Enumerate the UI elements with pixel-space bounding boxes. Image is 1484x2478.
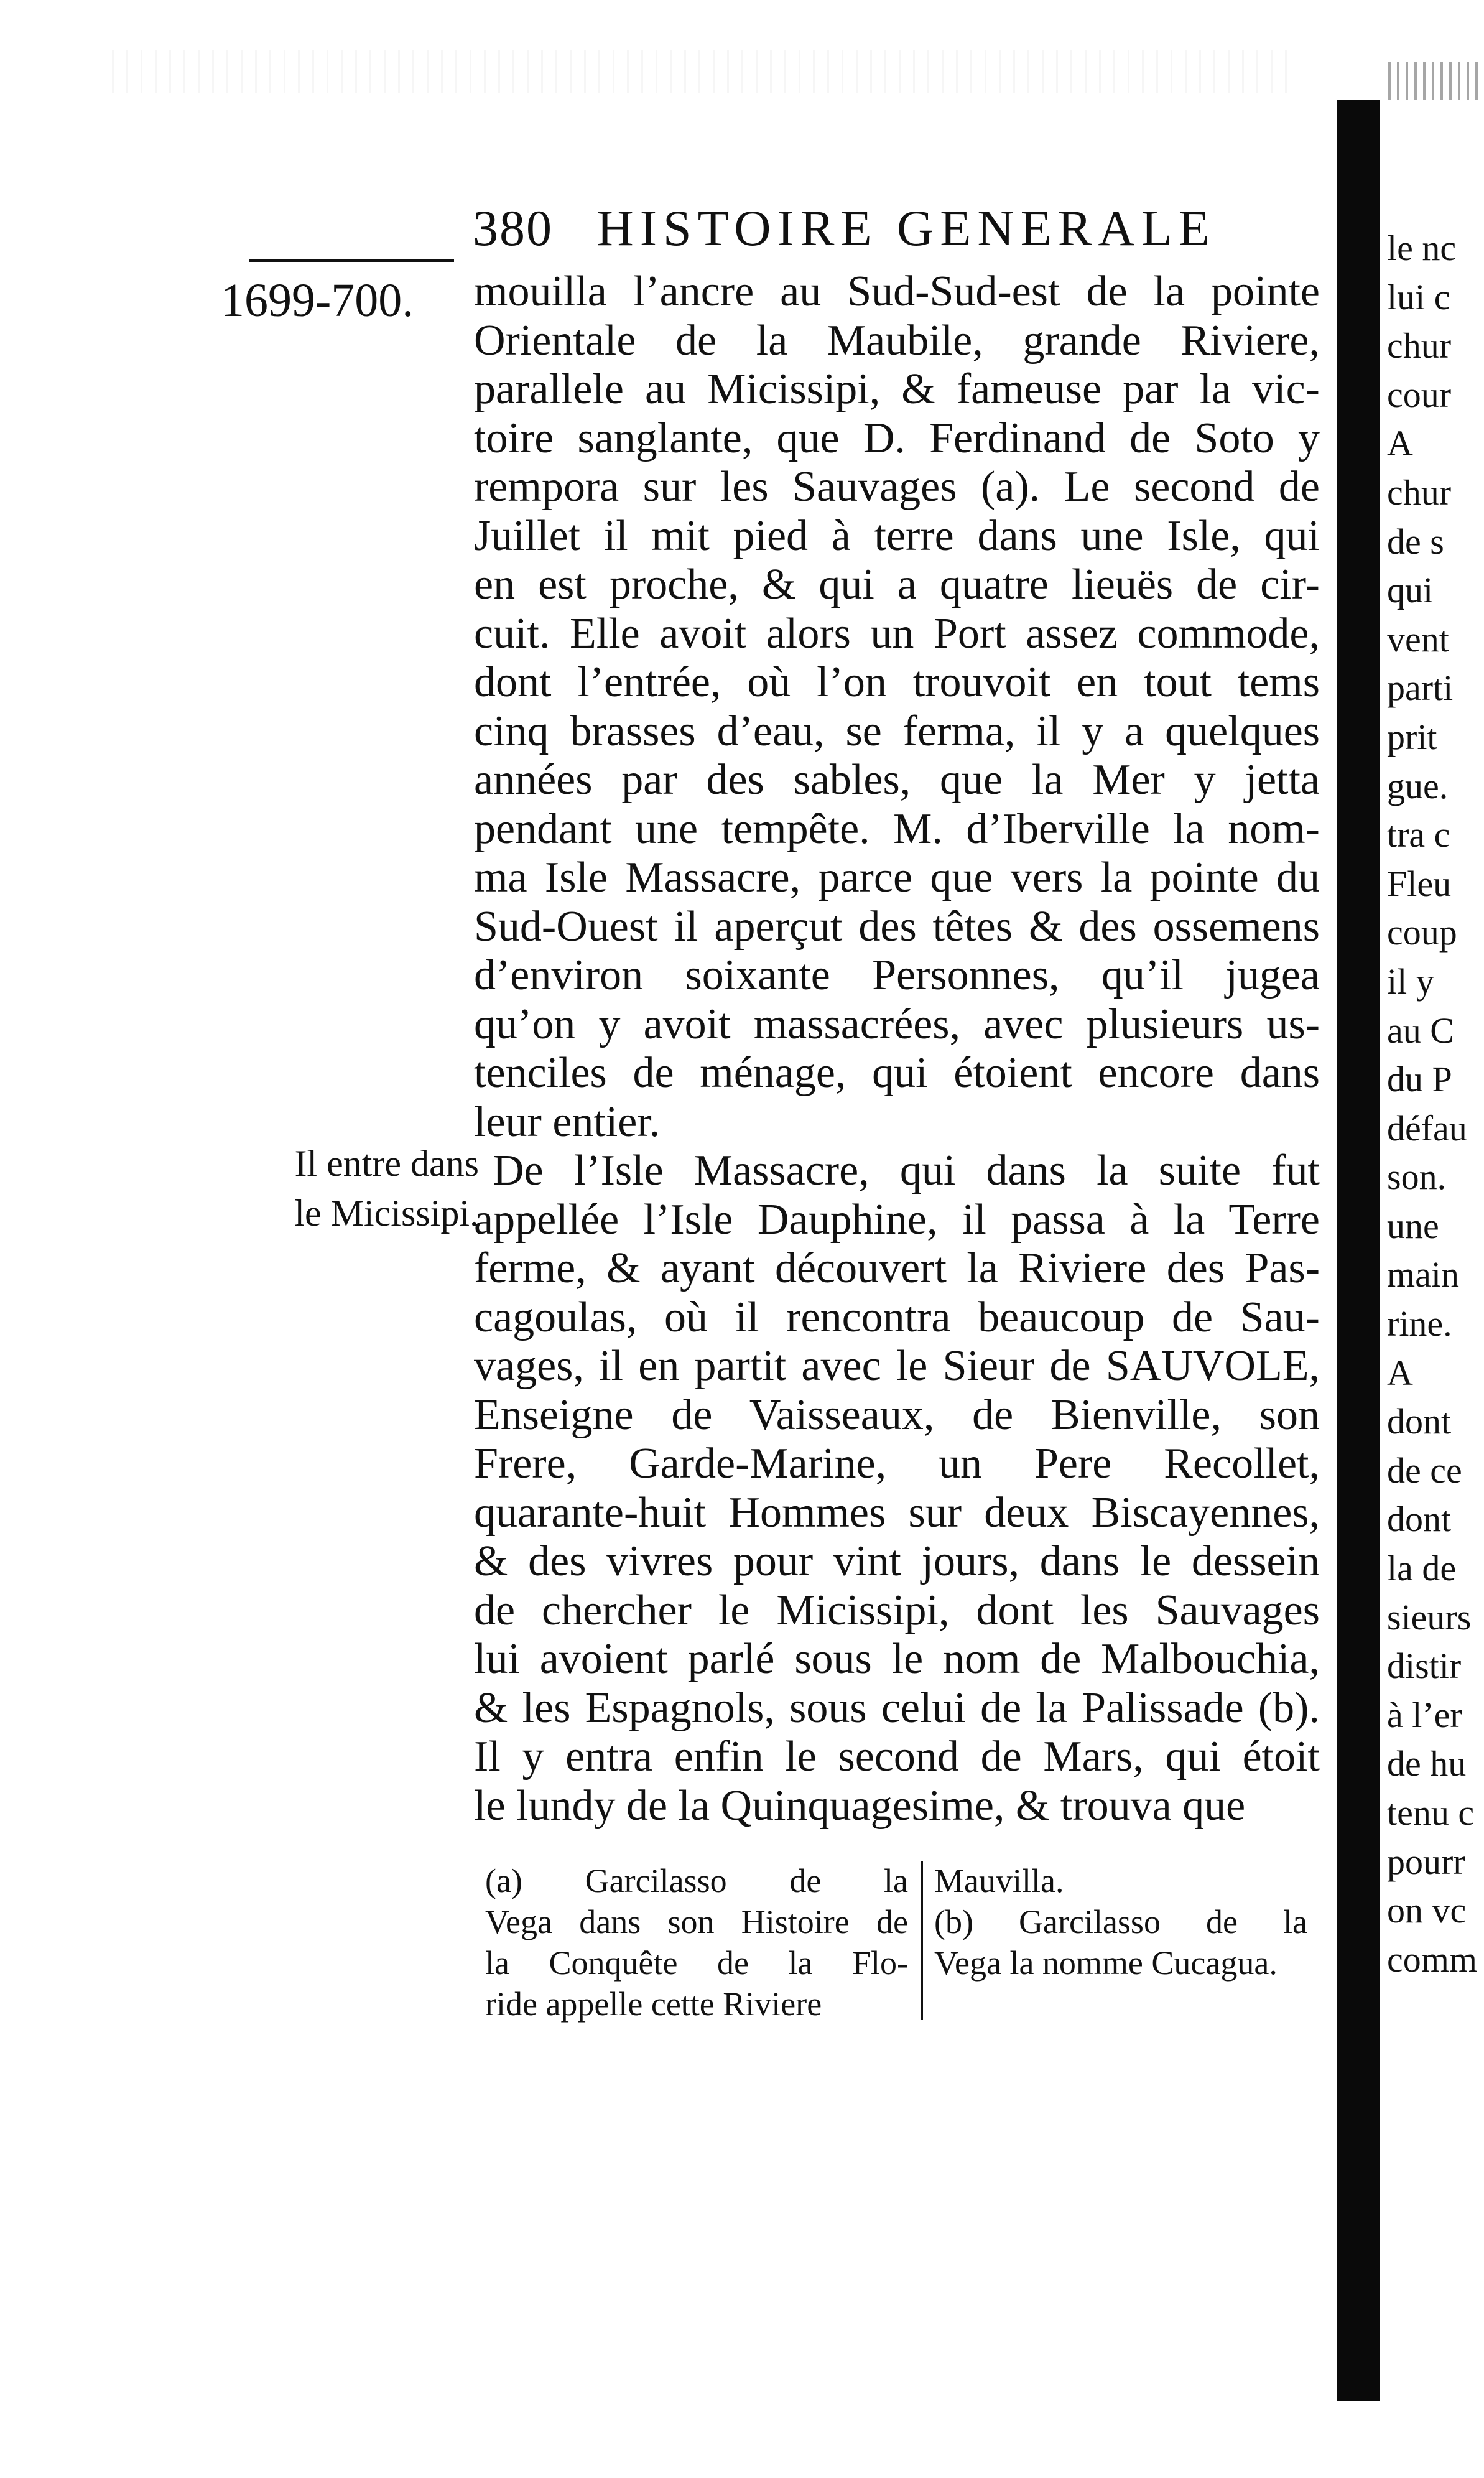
body-line: parallele au Micissipi, & fameuse par la vic-	[474, 365, 1320, 413]
facing-page-fragment: prit	[1387, 716, 1437, 757]
body-line: de chercher le Micissipi, dont les Sauvages	[474, 1586, 1320, 1634]
margin-note-line: le Micissipi.	[294, 1193, 479, 1234]
facing-page-fragment: main	[1387, 1254, 1459, 1295]
body-line: toire sanglante, que D. Ferdinand de Soto y	[474, 414, 1320, 462]
facing-page-fragment: distir	[1387, 1646, 1462, 1687]
facing-page-fragment: rine.	[1387, 1303, 1452, 1344]
body-line: dont l’entrée, où l’on trouvoit en tout tems	[474, 658, 1320, 706]
footnote-column-left	[485, 1860, 908, 2024]
body-line: cuit. Elle avoit alors un Port assez commode,	[474, 609, 1320, 658]
facing-page-fragment: comm	[1387, 1939, 1477, 1980]
footnote-line: ride appelle cette Riviere	[485, 1985, 822, 2023]
facing-page-fragment: qui	[1387, 570, 1434, 611]
body-line: en est proche, & qui a quatre lieuës de cir-	[474, 561, 1320, 608]
footnote-column-right	[934, 1860, 1307, 1983]
facing-page-fragment: dont	[1387, 1499, 1452, 1540]
facing-page-fragment: gue.	[1387, 765, 1449, 806]
body-line: Orientale de la Maubile, grande Riviere,	[474, 316, 1320, 365]
footnote-divider	[921, 1861, 923, 2020]
body-line: ferme, & ayant découvert la Riviere des Pas-	[474, 1244, 1320, 1292]
facing-page-fragment: défau	[1387, 1107, 1467, 1148]
footnote-line: (b) Garcilasso de la	[934, 1903, 1307, 1940]
facing-page-fragment: A	[1387, 423, 1413, 464]
facing-page-fragment: parti	[1387, 668, 1454, 709]
body-line: Enseigne de Vaisseaux, de Bienville, son	[474, 1390, 1320, 1439]
facing-page-fragment: le nc	[1387, 228, 1457, 268]
body-line: Juillet il mit pied à terre dans une Isle, qui	[474, 511, 1320, 560]
body-line: & les Espagnols, sous celui de la Palissade (b).	[474, 1684, 1320, 1732]
body-line: Il y entra enfin le second de Mars, qui étoit	[474, 1733, 1320, 1781]
facing-page-fragment: à l’er	[1387, 1694, 1462, 1735]
body-line: cinq brasses d’eau, se ferma, il y a quelques	[474, 707, 1320, 755]
body-text	[474, 268, 1320, 1830]
facing-page-fragment: il y	[1387, 961, 1434, 1002]
body-line: Frere, Garde-Marine, un Pere Recollet,	[474, 1440, 1320, 1488]
facing-page-fragment: cour	[1387, 374, 1452, 415]
facing-page-fragment: une	[1387, 1205, 1439, 1246]
body-line: le lundy de la Quinquagesime, & trouva que	[474, 1781, 1246, 1830]
facing-page-fragments	[1387, 224, 1484, 1984]
footnotes	[485, 1860, 1322, 2034]
facing-page-fragment: tra c	[1387, 814, 1450, 855]
body-line: années par des sables, que la Mer y jetta	[474, 756, 1320, 804]
footnote-line: Mauvilla.	[934, 1862, 1064, 1899]
facing-page-speckle	[1388, 62, 1482, 100]
facing-page-fragment: Fleu	[1387, 863, 1452, 904]
body-line: lui avoient parlé sous le nom de Malbouchia,	[474, 1635, 1320, 1683]
header-rule	[249, 259, 454, 262]
scan-speckle	[112, 50, 1294, 93]
margin-note	[249, 1139, 479, 1238]
body-line: quarante-huit Hommes sur deux Biscayennes,	[474, 1488, 1320, 1537]
footnote-line: Vega la nomme Cucagua.	[934, 1944, 1278, 1982]
facing-page-fragment: du P	[1387, 1059, 1452, 1100]
running-header	[473, 199, 1319, 268]
body-line: tenciles de ménage, qui étoient encore dans	[474, 1049, 1320, 1097]
body-line: rempora sur les Sauvages (a). Le second de	[474, 463, 1320, 511]
body-line: leur entier.	[474, 1097, 661, 1146]
facing-page-fragment: vent	[1387, 618, 1449, 659]
facing-page-fragment: dont	[1387, 1401, 1452, 1442]
margin-note-line: Il entre dans	[294, 1143, 479, 1184]
footnote-line: (a) Garcilasso de la	[485, 1862, 908, 1899]
page-number: 380	[473, 200, 553, 256]
facing-page-fragment: coup	[1387, 912, 1457, 953]
facing-page-fragment: chur	[1387, 325, 1452, 366]
facing-page-fragment: au C	[1387, 1010, 1454, 1051]
facing-page-fragment: A	[1387, 1352, 1413, 1393]
facing-page-fragment: de ce	[1387, 1450, 1462, 1491]
body-line: ma Isle Massacre, parce que vers la pointe du	[474, 854, 1320, 901]
footnote-line: Vega dans son Histoire de	[485, 1903, 908, 1940]
body-line: pendant une tempête. M. d’Iberville la nom-	[474, 804, 1320, 853]
body-line: qu’on y avoit massacrées, avec plusieurs us-	[474, 1000, 1320, 1048]
facing-page-fragment: on vc	[1387, 1890, 1467, 1931]
facing-page-fragment: son.	[1387, 1157, 1447, 1198]
facing-page-fragment: tenu c	[1387, 1792, 1475, 1833]
facing-page-fragment: de hu	[1387, 1743, 1467, 1784]
facing-page-fragment: sieurs	[1387, 1596, 1472, 1637]
body-line: & des vivres pour vint jours, dans le dessein	[474, 1537, 1320, 1585]
body-line: mouilla l’ancre au Sud-Sud-est de la pointe	[474, 268, 1320, 315]
body-line: Sud-Ouest il aperçut des têtes & des ossemens	[474, 902, 1320, 951]
facing-page-fragment: la de	[1387, 1548, 1457, 1589]
facing-page-fragment: chur	[1387, 472, 1452, 513]
body-line: d’environ soixante Personnes, qu’il jugea	[474, 951, 1320, 999]
body-line: De l’Isle Massacre, qui dans la suite fut	[493, 1147, 1320, 1195]
facing-page-fragment: lui c	[1387, 276, 1450, 317]
footnote-line: la Conquête de la Flo-	[485, 1944, 908, 1982]
body-line: vages, il en partit avec le Sieur de SAUVOLE,	[474, 1342, 1320, 1390]
body-line: cagoulas, où il rencontra beaucoup de Sau-	[474, 1293, 1320, 1341]
facing-page-fragment: de s	[1387, 521, 1444, 562]
date-label: 1699-700.	[221, 274, 414, 327]
body-line: appellée l’Isle Dauphine, il passa à la Terre	[474, 1195, 1320, 1244]
running-title: HISTOIRE GENERALE	[596, 200, 1216, 256]
facing-page-fragment: pourr	[1387, 1841, 1465, 1882]
gutter-shadow	[1337, 100, 1380, 2401]
